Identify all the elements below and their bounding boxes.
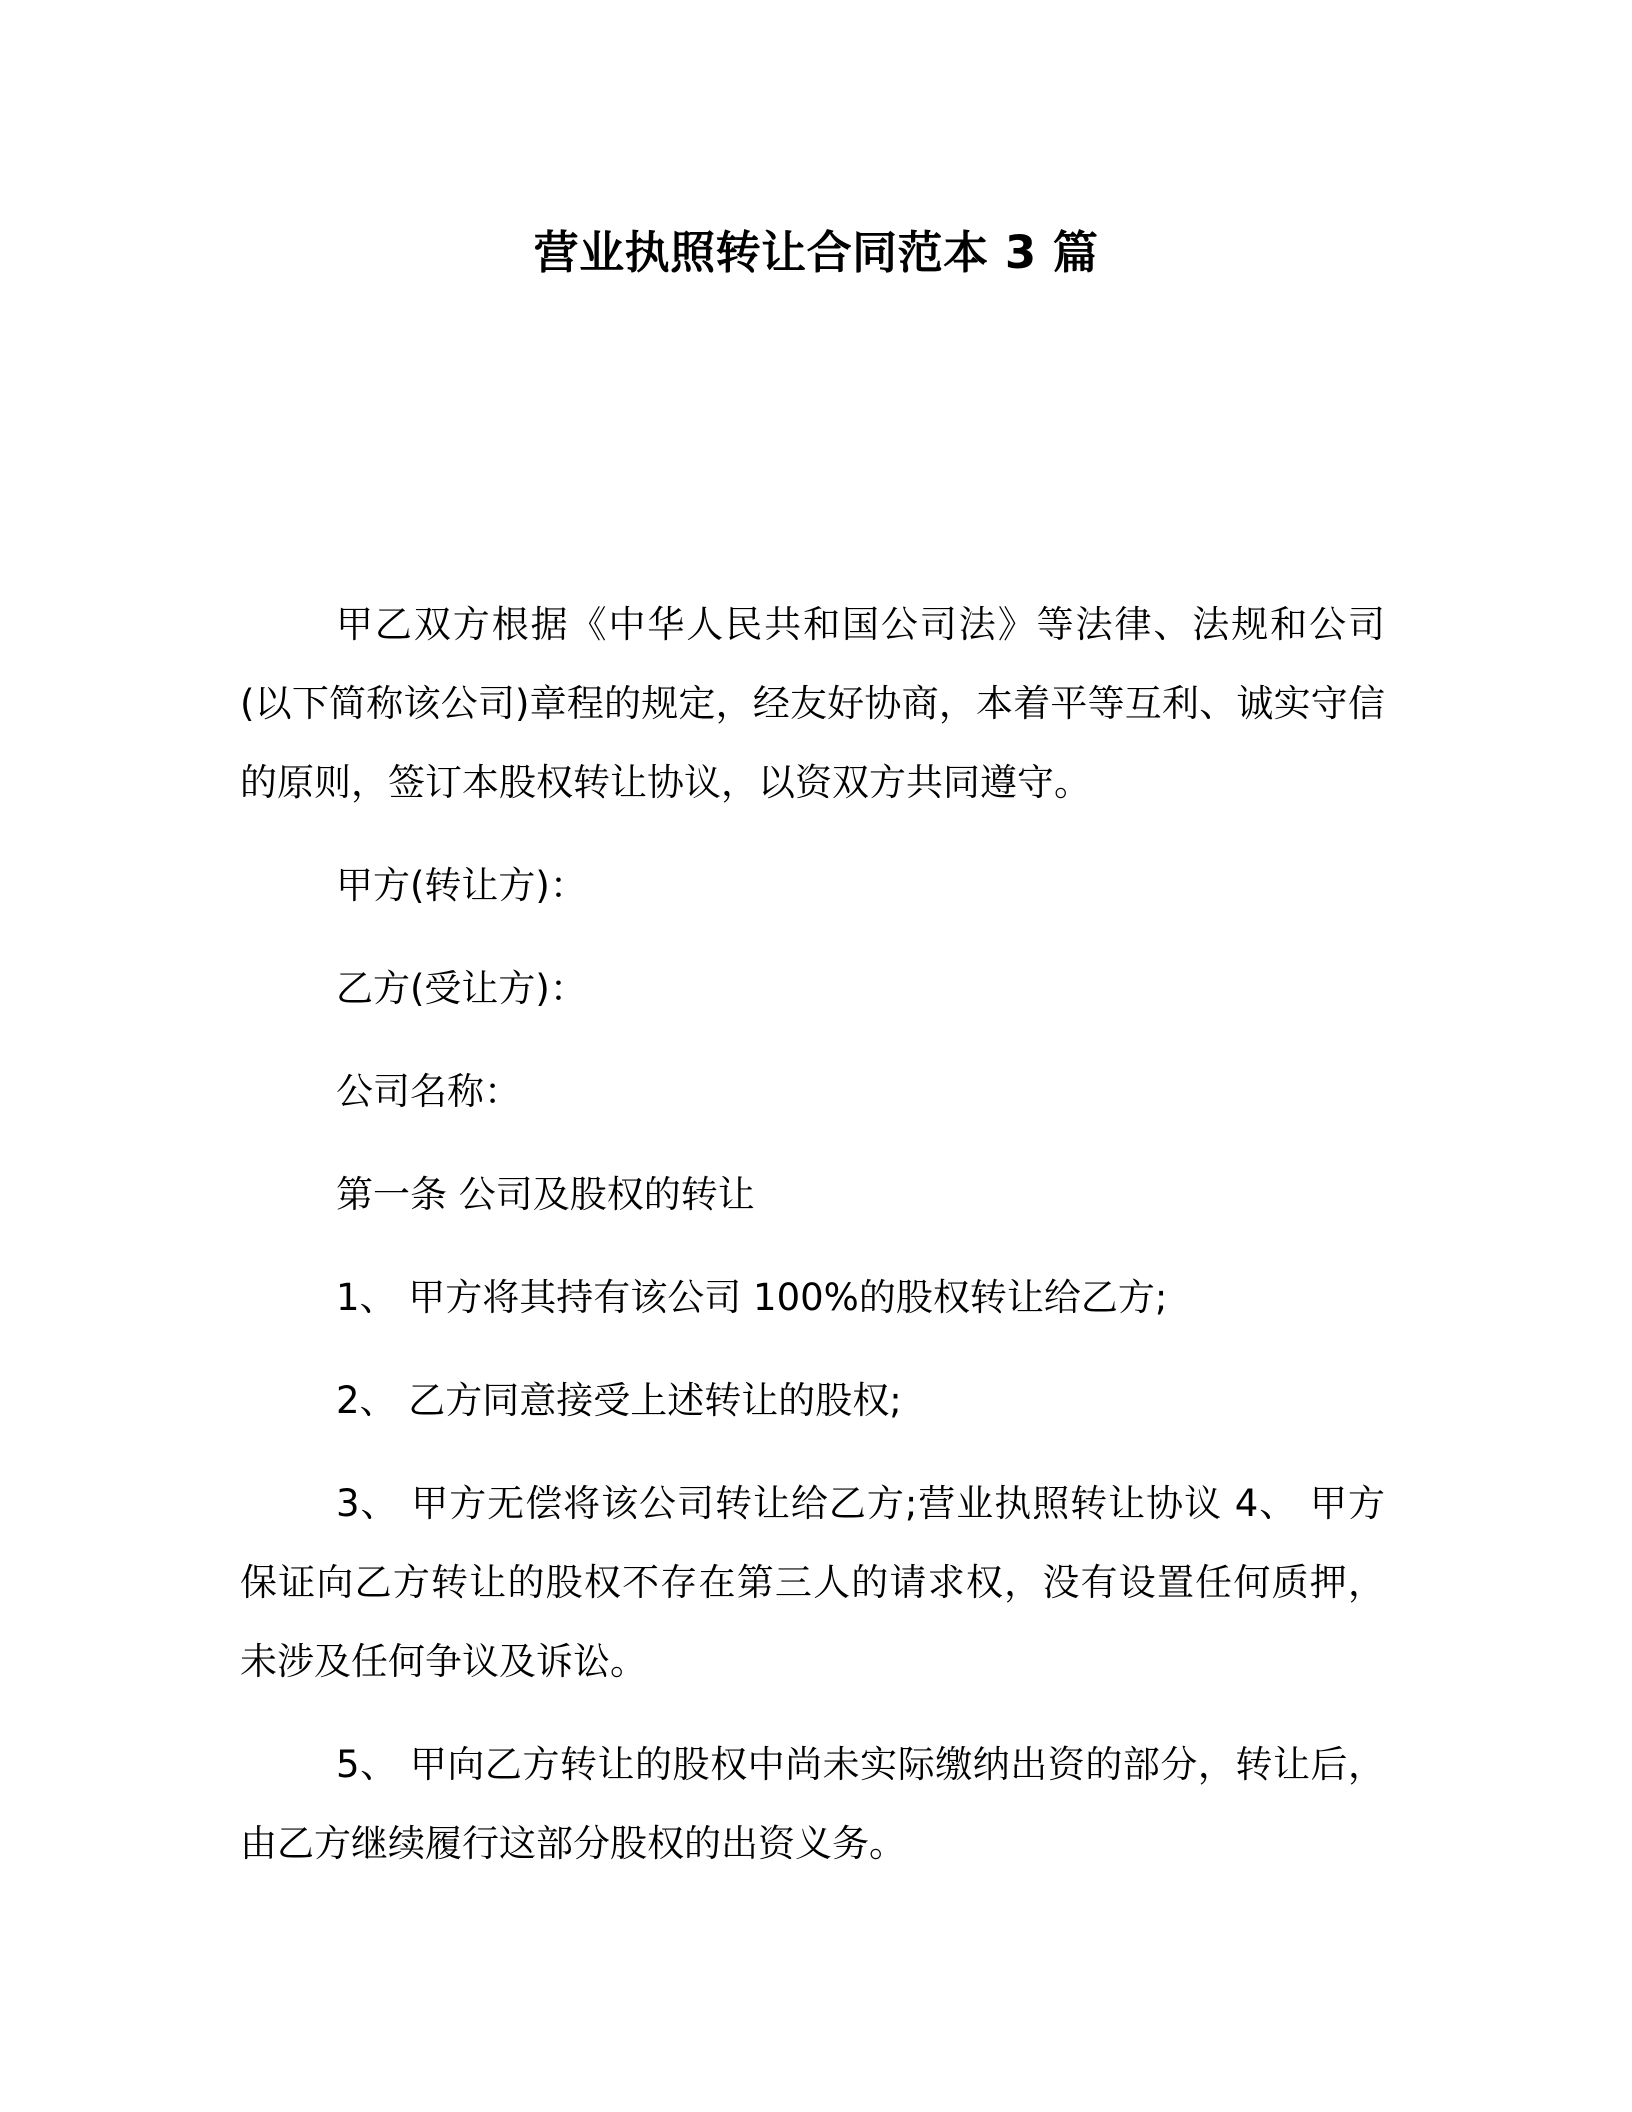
company-name-line: 公司名称： bbox=[336, 1070, 521, 1113]
document-body bbox=[240, 585, 1385, 1907]
clause-1: 1、 甲方将其持有该公司 100%的股权转让给乙方; bbox=[336, 1276, 1168, 1319]
clause-5: 5、 甲向乙方转让的股权中尚未实际缴纳出资的部分，转让后，由乙方继续履行这部分股权的出资义务。 bbox=[240, 1743, 1385, 1865]
intro-paragraph: 甲乙双方根据《中华人民共和国公司法》等法律、法规和公司(以下简称该公司)章程的规定，经友好协商，本着平等互利、诚实守信的原则，签订本股权转让协议，以资双方共同遵守。 bbox=[240, 603, 1385, 804]
document-title: 营业执照转让合同范本 3 篇 bbox=[533, 226, 1099, 279]
clause-2: 2、 乙方同意接受上述转让的股权; bbox=[336, 1379, 902, 1422]
party-b-line: 乙方(受让方)： bbox=[336, 967, 587, 1010]
party-a-line: 甲方(转让方)： bbox=[336, 864, 587, 907]
clause-3-4: 3、 甲方无偿将该公司转让给乙方;营业执照转让协议 4、 甲方保证向乙方转让的股权不存在第三人的请求权，没有设置任何质押，未涉及任何争议及诉讼。 bbox=[240, 1482, 1385, 1683]
article-one-heading: 第一条 公司及股权的转让 bbox=[336, 1173, 755, 1216]
